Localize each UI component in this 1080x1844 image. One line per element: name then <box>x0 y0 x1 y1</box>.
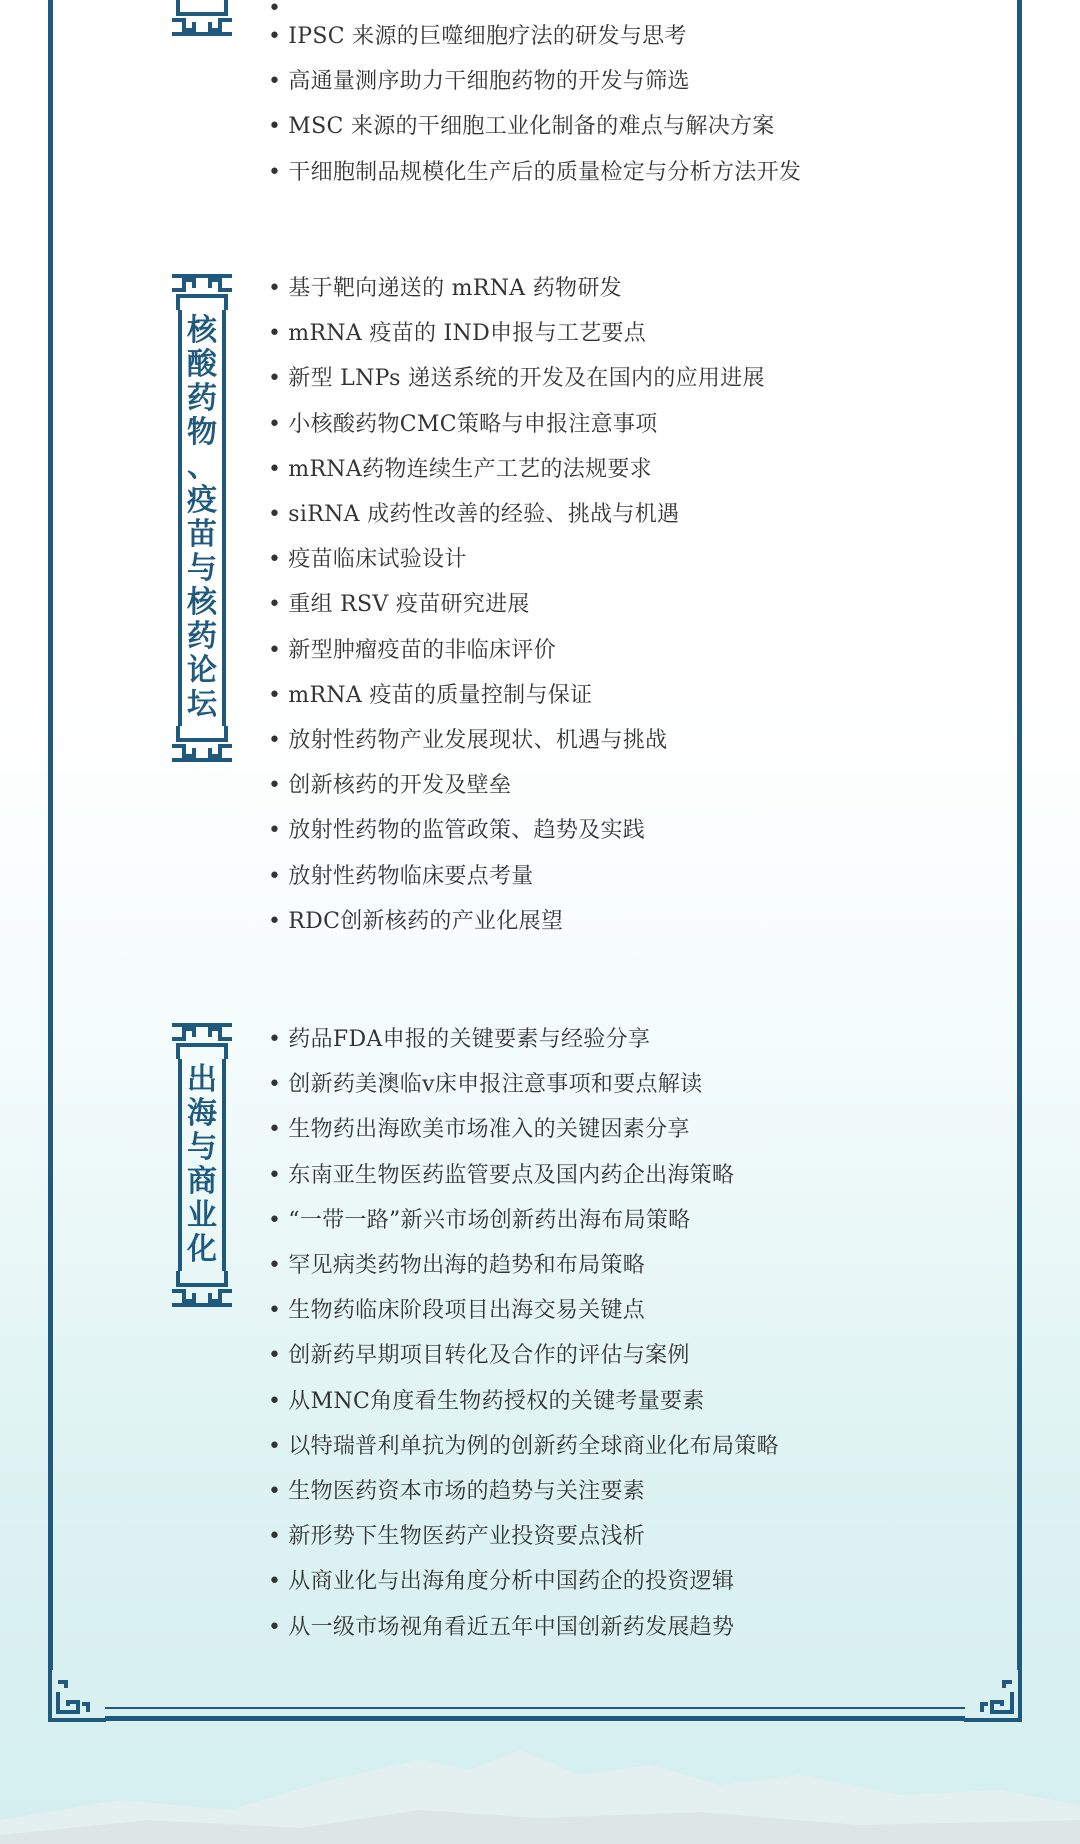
mountain-silhouette-icon <box>0 1740 1080 1844</box>
label-char: 药 <box>187 381 217 416</box>
fret-corner-ornament-icon <box>48 1662 108 1722</box>
label-char: 业 <box>187 1198 217 1233</box>
label-char: 苗 <box>187 517 217 552</box>
list-item: • 新形势下生物医药产业投资要点浅析 <box>268 1514 779 1559</box>
list-item: • 放射性药物产业发展现状、机遇与挑战 <box>268 718 765 763</box>
fret-cap-ornament-icon <box>170 1271 234 1307</box>
frame-bottom-border <box>105 1716 965 1721</box>
list-item: • MSC 来源的干细胞工业化制备的难点与解决方案 <box>268 104 801 149</box>
list-item: • 干细胞制品规模化生产后的质量检定与分析方法开发 <box>268 150 801 195</box>
fret-corner-ornament-icon <box>962 1662 1022 1722</box>
list-item: • 生物药临床阶段项目出海交易关键点 <box>268 1288 779 1333</box>
list-item: • 创新药早期项目转化及合作的评估与案例 <box>268 1333 779 1378</box>
list-item: • 药品FDA申报的关键要素与经验分享 <box>268 1017 779 1062</box>
list-item: • 新型肿瘤疫苗的非临床评价 <box>268 628 765 673</box>
list-item: • 生物药出海欧美市场准入的关键因素分享 <box>268 1107 779 1152</box>
list-item: • 从MNC角度看生物药授权的关键考量要素 <box>268 1379 779 1424</box>
list-item: • siRNA 成药性改善的经验、挑战与机遇 <box>268 492 765 537</box>
list-item: • 东南亚生物医药监管要点及国内药企出海策略 <box>268 1153 779 1198</box>
label-char: 核 <box>187 313 217 348</box>
list-item: • 从一级市场视角看近五年中国创新药发展趋势 <box>268 1605 779 1650</box>
label-char: 药 <box>187 619 217 654</box>
list-item: • mRNA药物连续生产工艺的法规要求 <box>268 447 765 492</box>
list-item: • IPSC 来源的巨噬细胞疗法的研发与思考 <box>268 14 801 59</box>
label-char: 海 <box>187 1096 217 1131</box>
list-item: • 以特瑞普利单抗为例的创新药全球商业化布局策略 <box>268 1424 779 1469</box>
list-item: • 基于靶向递送的 mRNA 药物研发 <box>268 266 765 311</box>
section-overseas-topics <box>268 1017 779 1650</box>
list-item: • 放射性药物的监管政策、趋势及实践 <box>268 808 765 853</box>
list-item: • 罕见病类药物出海的趋势和布局策略 <box>268 1243 779 1288</box>
label-vertical-text <box>178 1059 226 1271</box>
label-char: 商 <box>187 1164 217 1199</box>
list-item: • 新型 LNPs 递送系统的开发及在国内的应用进展 <box>268 356 765 401</box>
label-char: 核 <box>187 585 217 620</box>
fret-cap-ornament-icon <box>170 726 234 762</box>
list-item: • 高通量测序助力干细胞药物的开发与筛选 <box>268 59 801 104</box>
label-char: 与 <box>187 1130 217 1165</box>
list-item: • 疫苗临床试验设计 <box>268 537 765 582</box>
list-item: • 小核酸药物CMC策略与申报注意事项 <box>268 402 765 447</box>
label-char: 酸 <box>187 347 217 382</box>
fret-cap-ornament-icon <box>170 0 234 36</box>
list-item: • mRNA 疫苗的 IND申报与工艺要点 <box>268 311 765 356</box>
frame-left-border <box>48 0 53 1670</box>
list-item: • 从商业化与出海角度分析中国药企的投资逻辑 <box>268 1559 779 1604</box>
frame-bottom-inner-line <box>105 1707 965 1709</box>
list-item: • “一带一路”新兴市场创新药出海布局策略 <box>268 1198 779 1243</box>
fret-cap-ornament-icon <box>170 274 234 310</box>
list-item: • mRNA 疫苗的质量控制与保证 <box>268 673 765 718</box>
label-char: 、 <box>187 449 217 484</box>
label-char: 与 <box>187 551 217 586</box>
section-nucleic-acid-topics <box>268 266 765 944</box>
label-char: 物 <box>187 415 217 450</box>
list-item: • RDC创新核药的产业化展望 <box>268 899 765 944</box>
frame-right-border <box>1017 0 1022 1670</box>
list-item: • 生物医药资本市场的趋势与关注要素 <box>268 1469 779 1514</box>
fret-cap-ornament-icon <box>170 1023 234 1059</box>
label-char: 疫 <box>187 483 217 518</box>
list-item: • 创新药美澳临v床申报注意事项和要点解读 <box>268 1062 779 1107</box>
list-item: • 放射性药物临床要点考量 <box>268 854 765 899</box>
section-label-overseas <box>170 1023 234 1307</box>
label-char: 出 <box>187 1062 217 1097</box>
section-label-nucleic-acid <box>170 274 234 762</box>
label-char: 坛 <box>187 687 217 722</box>
section-stem-cell-topics <box>268 14 801 195</box>
label-char: 论 <box>187 653 217 688</box>
label-char: 化 <box>187 1232 217 1267</box>
list-item: • 重组 RSV 疫苗研究进展 <box>268 582 765 627</box>
list-item: • 创新核药的开发及壁垒 <box>268 763 765 808</box>
label-vertical-text <box>178 310 226 726</box>
